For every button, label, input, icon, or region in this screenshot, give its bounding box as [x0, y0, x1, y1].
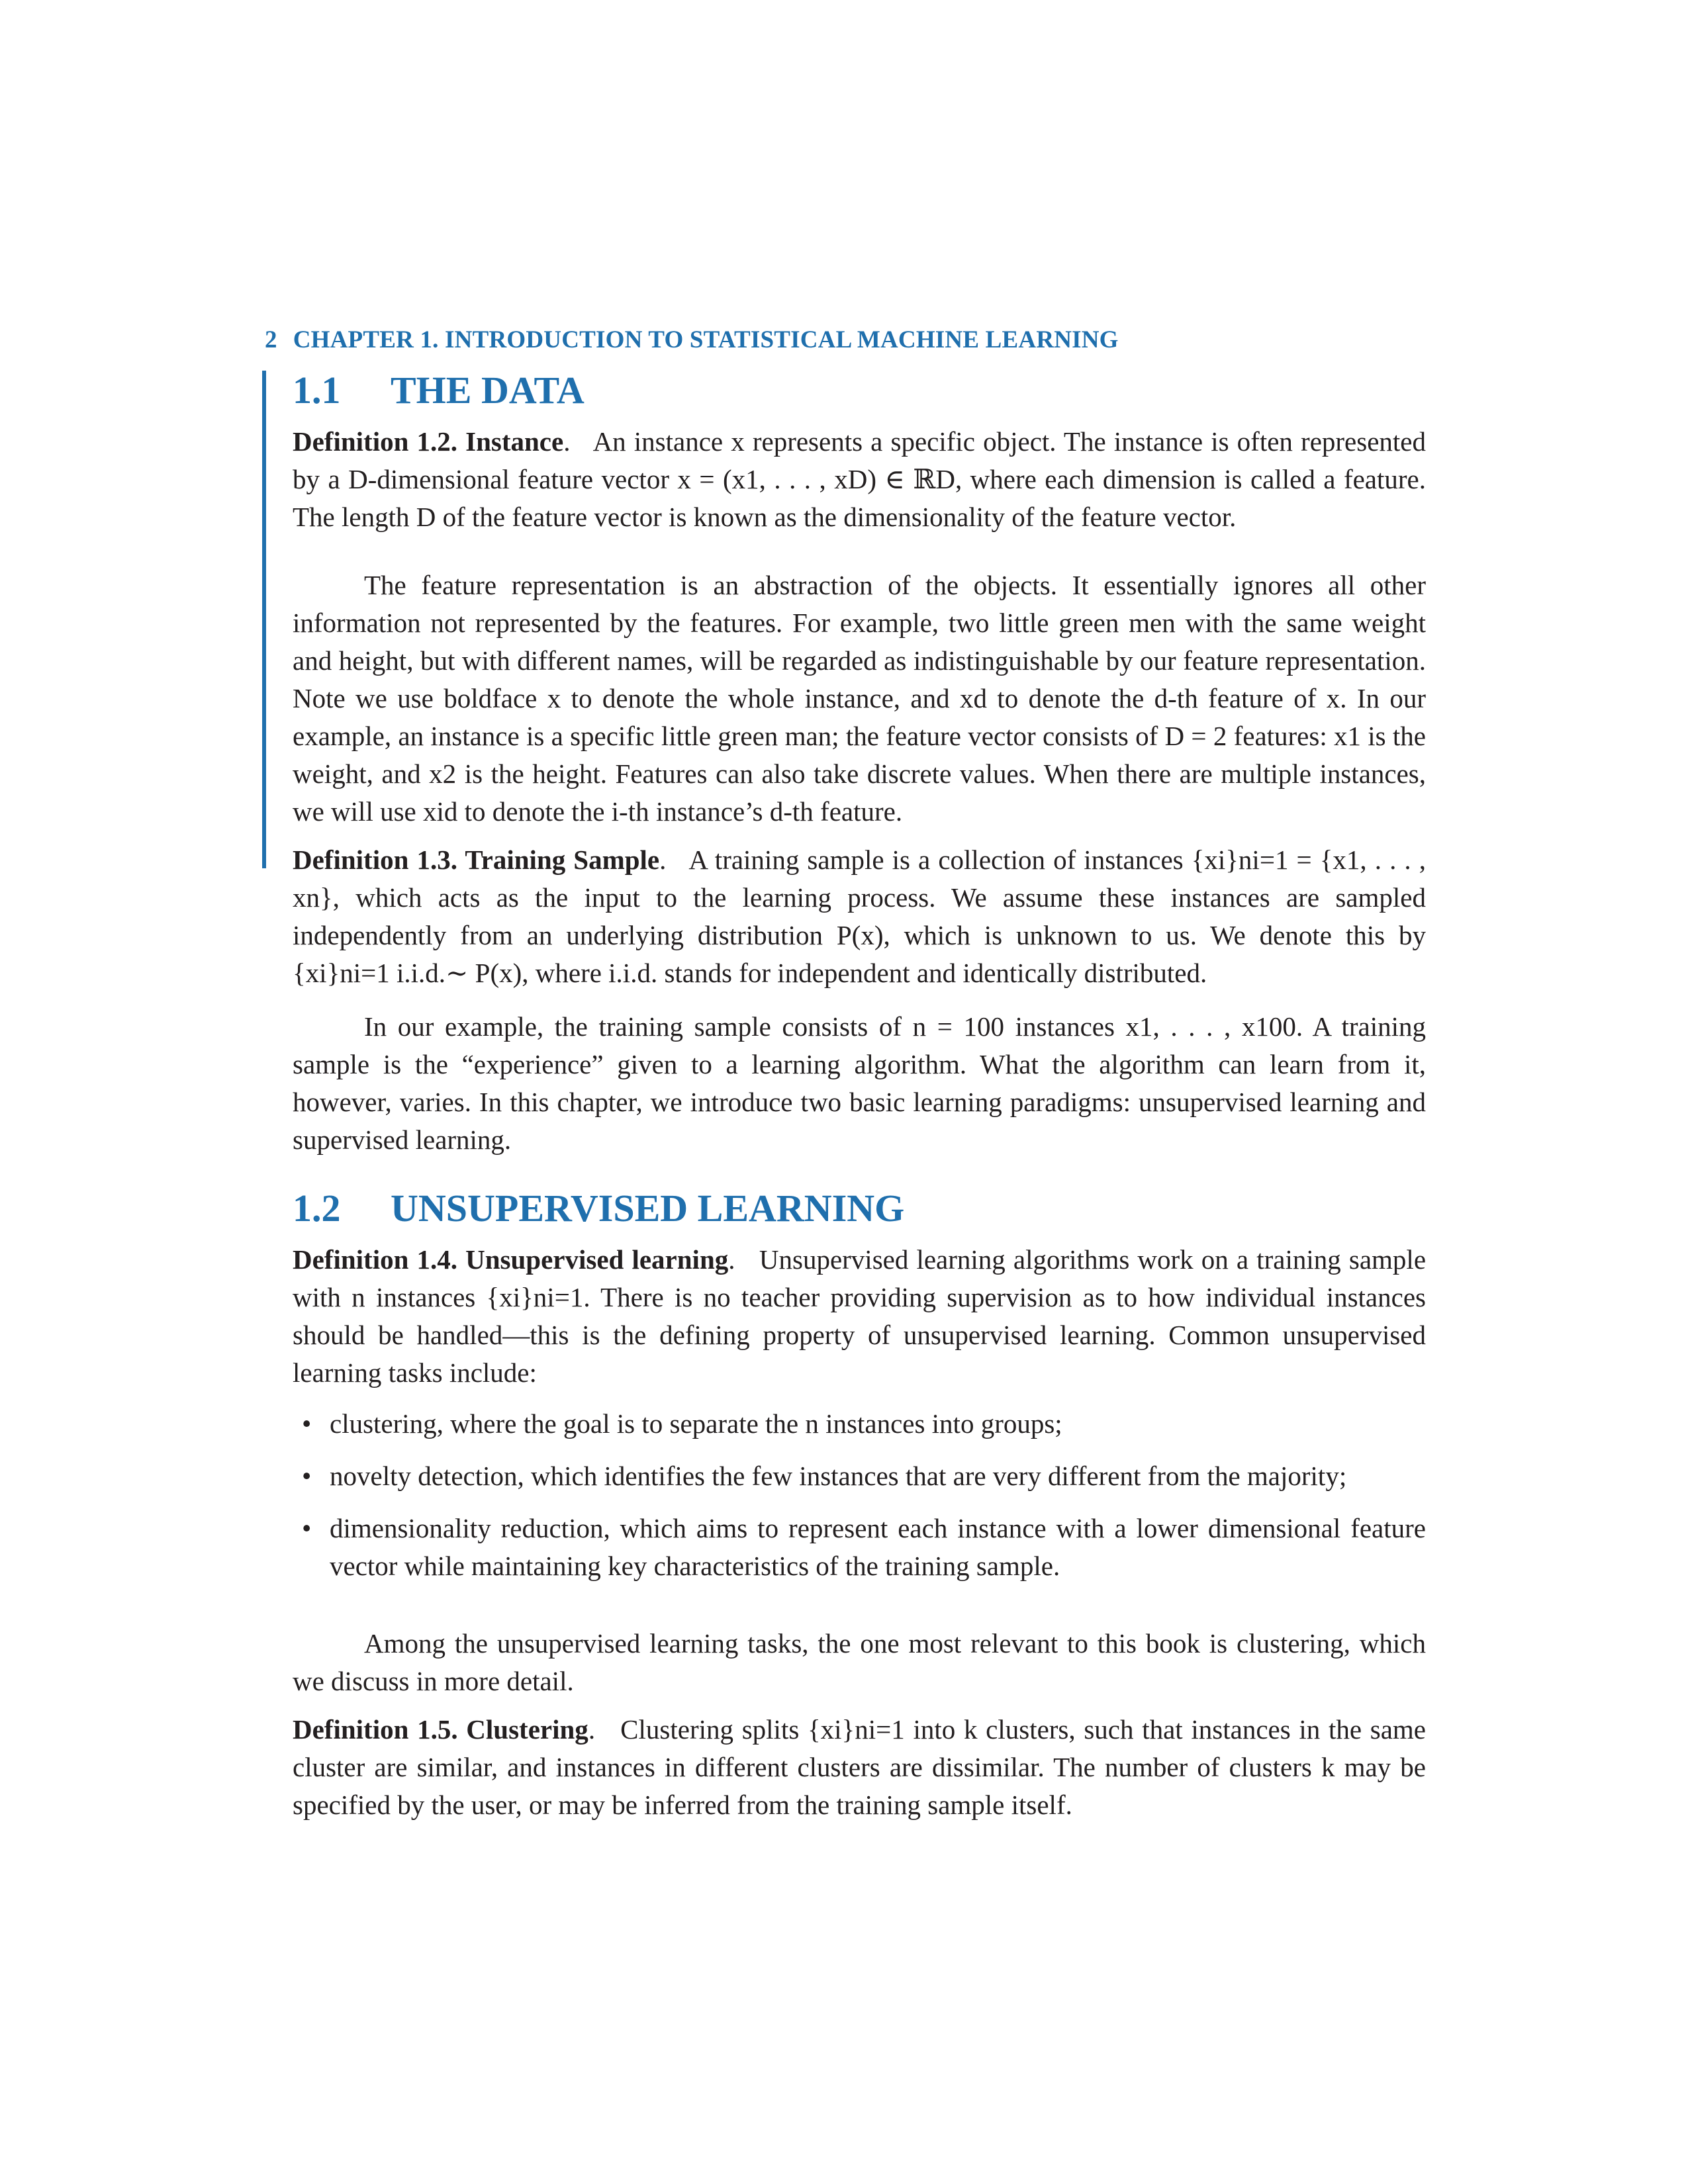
paragraph-feature-representation: The feature representation is an abstraction of the objects. It essentially ignores all other information not represented by the features. For example, two little green men with the same weight and height, but with different names, will be regarded as indistinguishable by our feature representation. Note we use boldface x to denote the whole instance, and xd to denote the d-th feature of x. In our example, an instance is a specific little green man; the feature vector consists of D = 2 features: x1 is the weight, and x2 is the height. Features can also take discrete values. When there are multiple instances, we will use xid to denote the i-th instance’s d-th feature. — [293, 570, 1426, 827]
section-heading-1-2 — [293, 1185, 1426, 1232]
section-number: 1.2 — [293, 1187, 341, 1230]
definition-text: A training sample is a collection of instances {xi}ni=1 = {x1, . . . , xn}, which acts as the input to the learning process. We assume these instances are sampled independently from an underlying distribution P(x), which is unknown to us. We denote this by {xi}ni=1 i.i.d.∼ P(x), where i.i.d. stands for independent and identically distributed. — [293, 844, 1426, 988]
page-number: 2 — [265, 326, 277, 353]
definition-label: Definition 1.5. Clustering — [293, 1714, 588, 1745]
section-title: UNSUPERVISED LEARNING — [391, 1187, 905, 1230]
section-title: THE DATA — [391, 369, 585, 412]
unsupervised-tasks-list — [293, 1405, 1426, 1585]
paragraph-clustering-intro: Among the unsupervised learning tasks, the one most relevant to this book is clustering, which we discuss in more detail. — [293, 1628, 1426, 1696]
list-item: • dimensionality reduction, which aims to represent each instance with a lower dimensional feature vector while maintaining key characteristics of the training sample. — [330, 1510, 1426, 1585]
list-item: • clustering, where the goal is to separate the n instances into groups; — [330, 1405, 1426, 1443]
paragraph-training-sample: In our example, the training sample consists of n = 100 instances x1, . . . , x100. A training sample is the “experience” given to a learning algorithm. What the algorithm can learn from it, however, varies. In this chapter, we introduce two basic learning paradigms: unsupervised learning and supervised learning. — [293, 1011, 1426, 1155]
definition-text: Clustering splits {xi}ni=1 into k clusters, such that instances in the same cluster are similar, and instances in different clusters are dissimilar. The number of clusters k may be specified by the user, or may be inferred from the training sample itself. — [293, 1714, 1426, 1820]
definition-label: Definition 1.3. Training Sample — [293, 844, 660, 875]
definition-1-3: Definition 1.3. Training Sample. A training sample is a collection of instances {xi}ni=1 = {x1, . . . , xn}, which acts as the input to the learning process. We assume these instances are sampled independently from an underlying distribution P(x), which is unknown to us. We denote this by {xi}ni=1 i.i.d.∼ P(x), where i.i.d. stands for independent and identically distributed. — [293, 844, 1426, 988]
definition-label: Definition 1.2. Instance — [293, 426, 564, 457]
chapter-title: CHAPTER 1. INTRODUCTION TO STATISTICAL MACHINE LEARNING — [293, 326, 1119, 353]
section-number: 1.1 — [293, 369, 341, 412]
definition-label: Definition 1.4. Unsupervised learning — [293, 1244, 729, 1275]
definition-text: Unsupervised learning algorithms work on a training sample with n instances {xi}ni=1. There is no teacher providing supervision as to how individual instances should be handled—this is the defining property of unsupervised learning. Common unsupervised learning tasks include: — [293, 1244, 1427, 1388]
page-body — [293, 367, 1426, 1824]
running-head — [265, 326, 1456, 354]
definition-1-4: Definition 1.4. Unsupervised learning. Unsupervised learning algorithms work on a training sample with n instances {xi}ni=1. There is no teacher providing supervision as to how individual instances should be handled—this is the defining property of unsupervised learning. Common unsupervised learning tasks include: — [293, 1244, 1427, 1388]
section-heading-1-1 — [293, 367, 1426, 414]
section-sidebar-rule — [262, 371, 266, 868]
definition-1-5: Definition 1.5. Clustering. Clustering splits {xi}ni=1 into k clusters, such that instances in the same cluster are similar, and instances in different clusters are dissimilar. The number of clusters k may be specified by the user, or may be inferred from the training sample itself. — [293, 1714, 1426, 1820]
list-item: • novelty detection, which identifies the few instances that are very different from the majority; — [330, 1457, 1426, 1495]
definition-1-2: Definition 1.2. Instance. An instance x represents a specific object. The instance is often represented by a D-dimensional feature vector x = (x1, . . . , xD) ∈ ℝD, where each dimension is called a feature. The length D of the feature vector is known as the dimensionality of the feature vector. — [293, 426, 1426, 532]
definition-text: An instance x represents a specific object. The instance is often represented by a D-dimensional feature vector x = (x1, . . . , xD) ∈ ℝD, where each dimension is called a feature. The length D of the feature vector is known as the dimensionality of the feature vector. — [293, 426, 1426, 532]
